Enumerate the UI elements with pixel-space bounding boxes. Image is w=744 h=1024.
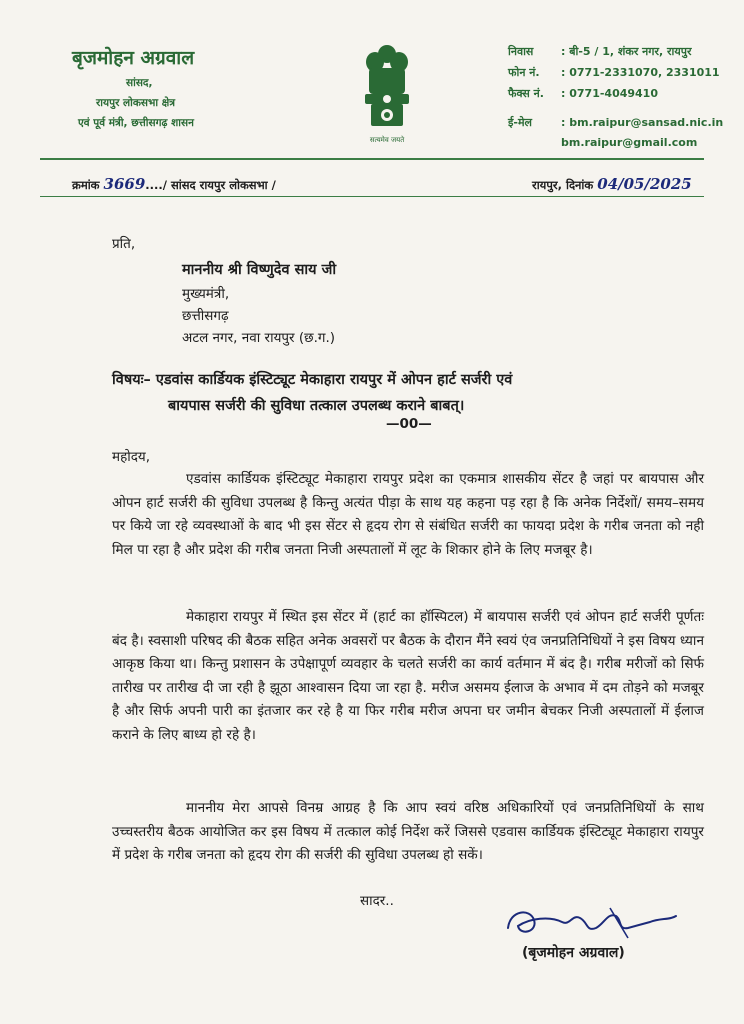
sender-name: बृजमोहन अग्रवाल (72, 47, 195, 69)
email-value: : bm.raipur@sansad.nic.in (561, 116, 724, 129)
recipient-name: माननीय श्री विष्णुदेव साय जी (182, 262, 337, 278)
place-date-label: रायपुर, दिनांक (532, 178, 594, 192)
fax-label: फैक्स नं. (508, 87, 544, 100)
emblem-motto: सत्यमेव जयते (369, 136, 405, 144)
body-paragraph-2: मेकाहारा रायपुर में स्थित इस सेंटर में (हार्ट का हॉस्पिटल) में बायपास सर्जरी एवं ओपन हार्ट सर्जरी पूर्णतः बंद है। स्वसाशी परिषद की बैठक सहित अनेक अवसरों पर बैठक के दौरान मैंने स्वयं एंव जनप्रतिनिधियों ने इस विषय ध्यान आकृष्ठ किया था। किन्तु प्रशासन के उपेक्षापूर्ण व्यवहार के चलते सर्जरी का कार्य वर्तमान में बंद है। गरीब मरीजों को सिर्फ तारीख पर तारीख दी जा रही है झूठा आश्वासन दिया जा रहा है. मरीज असमय ईलाज के अभाव में दम तोड़ने को मजबूर है और सिर्फ अपनी पारी का इंतजार कर रहे है या फिर गरीब मरीज अपना घर जमीन बेचकर निजी अस्पतालों में ईलाज कराने के लिए बाध्य हो रहे है। (112, 609, 704, 743)
subject-line-2: बायपास सर्जरी की सुविधा तत्काल उपलब्ध कराने बाबत्। (168, 398, 465, 414)
recipient-state: छत्तीसगढ़ (182, 308, 229, 324)
reference-divider (40, 196, 704, 197)
signatory-name: (बृजमोहन अग्रवाल) (522, 945, 625, 961)
residence-value: : बी-5 / 1, शंकर नगर, रायपुर (561, 45, 692, 58)
sender-designation: सांसद, (126, 77, 153, 89)
residence-label: निवास (508, 45, 534, 58)
phone-label: फोन नं. (508, 66, 540, 79)
handwritten-date: 04/05/2025 (597, 175, 692, 193)
closing: सादर.. (360, 893, 394, 909)
body-paragraph-3: माननीय मेरा आपसे विनम्र आग्रह है कि आप स्वयं वरिष्ठ अधिकारियों एवं जनप्रतिनिधियों के साथ उच्चस्तरीय बैठक आयोजित कर इस विषय में तत्काल कोई निर्देश करें जिससे एडवास कार्डियक इंस्टिट्यूट मेकाहारा रायपुर में प्रदेश के गरीब जनता को हृदय रोग की सर्जरी की सुविधा उपलब्ध हो सकें। (112, 800, 704, 864)
sender-constituency: रायपुर लोकसभा क्षेत्र (96, 97, 176, 109)
recipient-address: अटल नगर, नवा रायपुर (छ.ग.) (182, 330, 336, 346)
reference-handwritten-number: 3669 (103, 175, 146, 193)
prati: प्रति, (112, 236, 136, 252)
national-emblem-icon (357, 40, 417, 150)
fax-value: : 0771-4049410 (561, 87, 658, 100)
reference-suffix: ..../ सांसद रायपुर लोकसभा / (145, 178, 276, 192)
contact-block (508, 44, 723, 157)
phone-value: : 0771-2331070, 2331011 (561, 66, 720, 79)
body-paragraph-1: एडवांस कार्डियक इंस्टिट्यूट मेकाहारा रायपुर प्रदेश का एकमात्र शासकीय सेंटर है जहां पर बायपास और ओपन हार्ट सर्जरी की सुविधा उपलब्ध है किन्तु अत्यंत पीड़ा के साथ यह कहना पड़ रहा है कि अनेक निर्देशों/ समय–समय पर किये जा रहे व्यवस्थाओं के बाद भी इस सेंटर से हृदय रोग से संबंधित सर्जरी का फायदा प्रदेश के गरीब जनता को नही मिल पा रहा है और प्रदेश की गरीब जनता निजी अस्पतालों में लूट के शिकार होने के लिए मजबूर है। (112, 471, 704, 558)
salutation: महोदय, (112, 449, 151, 465)
recipient-post: मुख्यमंत्री, (182, 286, 230, 302)
place-date (532, 175, 692, 193)
reference-prefix: क्रमांक (72, 178, 100, 192)
reference-number (72, 175, 276, 193)
subject (112, 367, 712, 419)
email-label: ई-मेल (508, 116, 533, 129)
subject-label: विषयः– (112, 372, 151, 388)
letterhead-divider (40, 158, 704, 160)
handwritten-signature (500, 898, 690, 946)
subject-separator: —00— (386, 416, 432, 432)
email-value-secondary: bm.raipur@gmail.com (561, 136, 698, 149)
sender-former-post: एवं पूर्व मंत्री, छत्तीसगढ़ शासन (78, 117, 194, 129)
subject-line-1: एडवांस कार्डियक इंस्टिट्यूट मेकाहारा रायपुर में ओपन हार्ट सर्जरी एवं (155, 372, 513, 388)
